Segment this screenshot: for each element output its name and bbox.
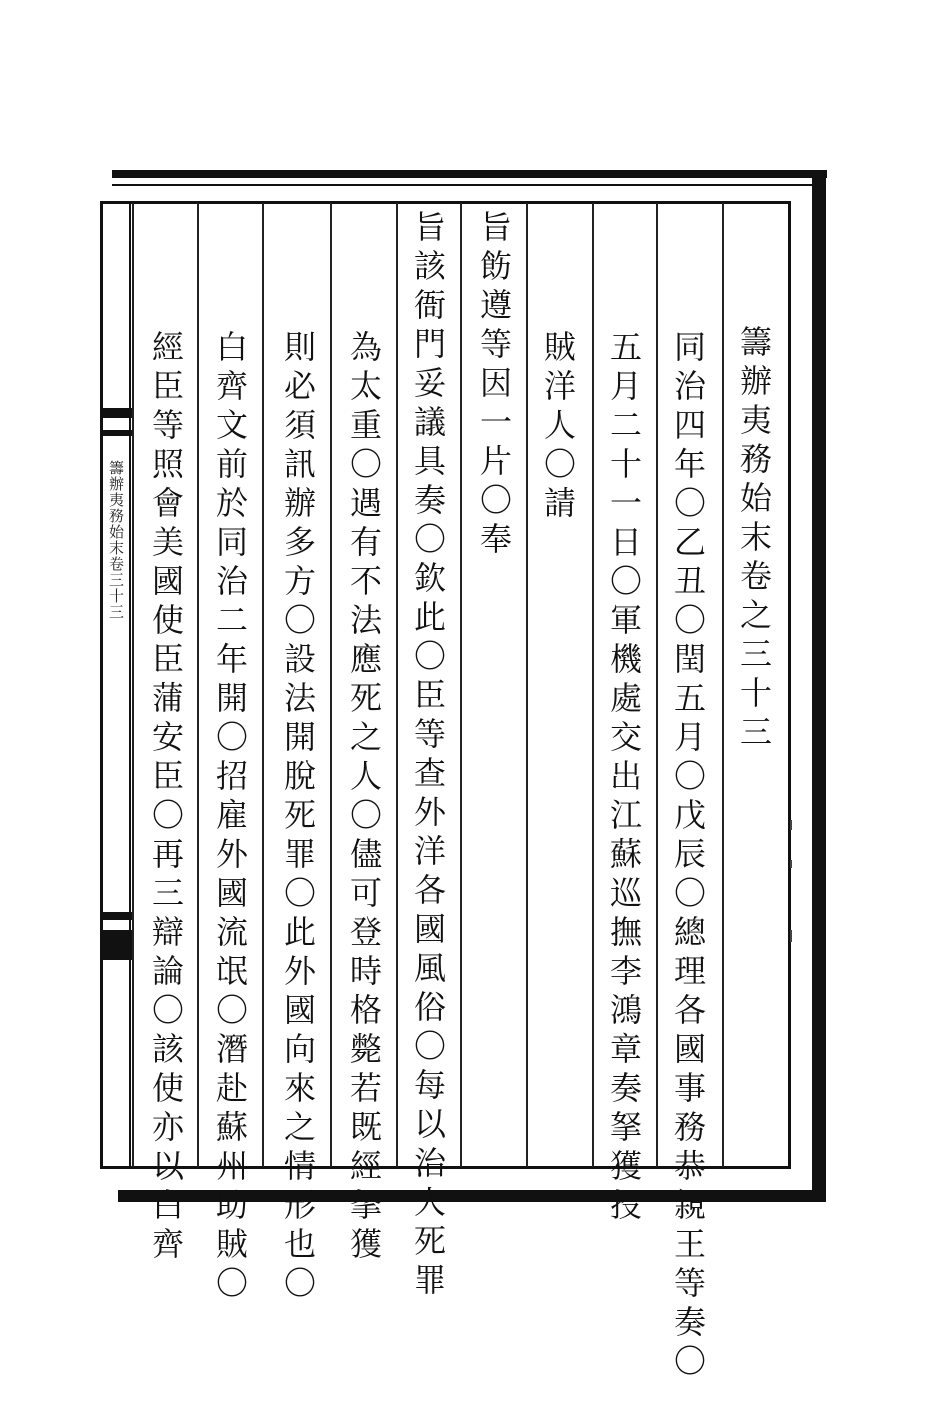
margin-edge-left xyxy=(100,201,103,1169)
margin-edge-right xyxy=(129,201,131,1169)
banxin-title: 籌辦夷務始末卷三十三 xyxy=(107,460,125,620)
text-column: 白齊文前於同治二年開〇招雇外國流氓〇潛赴蘇州助賊〇 xyxy=(211,330,249,1305)
text-column: 五月二十一日〇軍機處交出江蘇巡撫李鴻章奏拏獲投 xyxy=(605,330,643,1227)
scan-speck xyxy=(790,860,792,868)
inner-top-border xyxy=(100,201,790,204)
scan-speck xyxy=(790,820,792,830)
scan-speck xyxy=(790,930,792,942)
inner-right-border xyxy=(788,201,791,1169)
top-border xyxy=(112,170,827,178)
text-column: 同治四年〇乙丑〇閏五月〇戊辰〇總理各國事務恭親王等奏〇 xyxy=(669,330,707,1383)
column-divider xyxy=(197,203,199,1167)
fish-tail-mark-upper-thin xyxy=(100,430,132,436)
margin-strip xyxy=(100,201,132,1169)
text-column: 為太重〇遇有不法應死之人〇儘可登時格斃若既經拏獲 xyxy=(345,330,383,1266)
column-divider xyxy=(330,203,332,1167)
text-column-elevated: 旨飭遵等因一片〇奉 xyxy=(475,210,513,561)
fish-tail-mark-lower xyxy=(100,930,132,960)
text-column: 賊洋人〇請 xyxy=(539,330,577,525)
text-column: 經臣等照會美國使臣蒲安臣〇再三辯論〇該使亦以白齊 xyxy=(147,330,185,1266)
top-border-thin xyxy=(112,184,812,186)
fish-tail-mark-upper xyxy=(100,408,132,418)
text-column-title: 籌辦夷務始末卷之三十三 xyxy=(735,325,773,754)
text-column: 則必須訊辦多方〇設法開脫死罪〇此外國向來之情形也〇 xyxy=(279,330,317,1305)
text-column-elevated: 旨該衙門妥議具奏〇欽此〇臣等查外洋各國風俗〇每以治人死罪 xyxy=(409,210,447,1302)
right-border xyxy=(812,170,826,1202)
column-divider xyxy=(262,203,264,1167)
column-divider xyxy=(460,203,462,1167)
column-divider xyxy=(132,203,134,1167)
scan-specks xyxy=(786,820,800,960)
fish-tail-mark-lower-thin xyxy=(100,912,132,920)
